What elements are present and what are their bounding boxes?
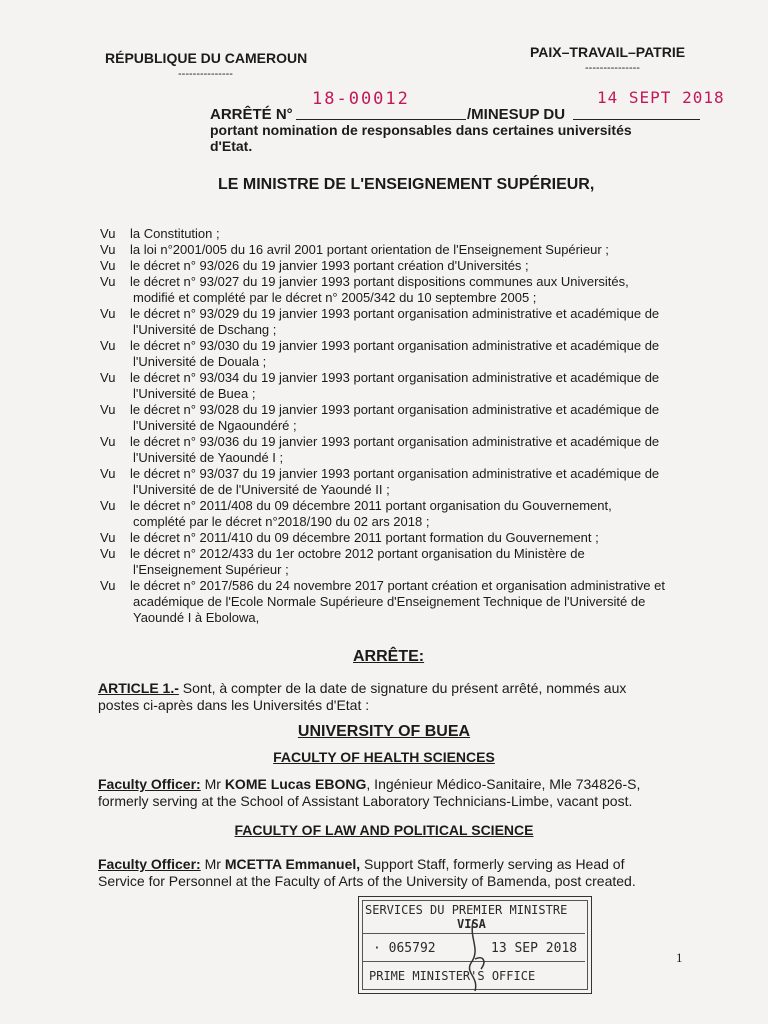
consideration-text: le décret n° 2017/586 du 24 novembre 2017 portant création et organisation administrative et <box>130 578 665 593</box>
consideration-continuation: complété par le décret n°2018/190 du 02 ars 2018 ; <box>133 514 430 529</box>
consideration-item <box>100 498 612 514</box>
faculty-title: FACULTY OF LAW AND POLITICAL SCIENCE <box>234 822 534 838</box>
header-dashes-right: --------------- <box>585 62 640 74</box>
vu-label: Vu <box>100 274 116 289</box>
appointee-name: MCETTA Emmanuel, <box>224 856 361 872</box>
consideration-item <box>100 434 659 450</box>
vu-label: Vu <box>100 434 116 449</box>
consideration-item <box>100 226 220 242</box>
role-label: Faculty Officer: <box>98 776 201 792</box>
arrete-date-stamp: 14 SEPT 2018 <box>597 88 725 107</box>
university-title: UNIVERSITY OF BUEA <box>297 723 471 740</box>
consideration-item <box>100 578 665 594</box>
arrete-number-stamp: 18-00012 <box>312 89 410 109</box>
vu-label: Vu <box>100 306 116 321</box>
arrete-middle: /MINESUP DU <box>467 106 566 123</box>
appointment-entry <box>98 776 688 810</box>
consideration-text: le décret n° 93/027 du 19 janvier 1993 portant dispositions communes aux Universités, <box>130 274 629 289</box>
consideration-continuation: modifié et complété par le décret n° 2005/342 du 10 septembre 2005 ; <box>133 290 537 305</box>
arrete-prefix: ARRÊTÉ N° <box>210 106 293 123</box>
visa-stamp-date: 13 SEP 2018 <box>491 941 578 956</box>
appointment-detail-line2: formerly serving at the School of Assistant Laboratory Technicians-Limbe, vacant post. <box>98 793 633 809</box>
visa-stamp-visa: VISA <box>457 917 486 931</box>
consideration-text: le décret n° 93/030 du 19 janvier 1993 portant organisation administrative et académique de <box>130 338 660 353</box>
consideration-item <box>100 546 585 562</box>
consideration-continuation: l'Université de Yaoundé I ; <box>133 450 284 465</box>
vu-label: Vu <box>100 466 116 481</box>
appointment-detail-line2: Service for Personnel at the Faculty of Arts of the University of Bamenda, post created. <box>98 873 636 889</box>
consideration-continuation: l'Université de Douala ; <box>133 354 267 369</box>
consideration-continuation: l'Université de Ngaoundéré ; <box>133 418 297 433</box>
consideration-item <box>100 370 659 386</box>
consideration-item <box>100 402 659 418</box>
name-prefix: Mr <box>200 856 225 872</box>
visa-stamp-line1: SERVICES DU PREMIER MINISTRE <box>365 903 568 917</box>
consideration-text: la loi n°2001/005 du 16 avril 2001 portant orientation de l'Enseignement Supérieur ; <box>130 242 609 257</box>
faculty-title: FACULTY OF HEALTH SCIENCES <box>273 749 495 765</box>
consideration-item <box>100 466 659 482</box>
vu-label: Vu <box>100 578 116 593</box>
vu-label: Vu <box>100 226 116 241</box>
visa-stamp-number: · 065792 <box>373 941 436 956</box>
consideration-continuation: l'Université de Buea ; <box>133 386 256 401</box>
visa-stamp-line4: PRIME MINISTER'S OFFICE <box>369 969 536 983</box>
consideration-item <box>100 258 529 274</box>
arrete-subject-line2: d'Etat. <box>210 138 253 154</box>
consideration-text: la Constitution ; <box>130 226 220 241</box>
consideration-text: le décret n° 93/026 du 19 janvier 1993 portant création d'Universités ; <box>130 258 529 273</box>
consideration-item <box>100 306 659 322</box>
consideration-continuation: l'Université de de l'Université de Yaoundé II ; <box>133 482 390 497</box>
vu-label: Vu <box>100 338 116 353</box>
visa-stamp <box>358 896 592 994</box>
role-label: Faculty Officer: <box>98 856 201 872</box>
article-1-label: ARTICLE 1.- <box>98 680 179 696</box>
header-dashes-left: --------------- <box>178 68 233 80</box>
consideration-text: le décret n° 93/029 du 19 janvier 1993 portant organisation administrative et académique de <box>130 306 660 321</box>
vu-label: Vu <box>100 498 116 513</box>
vu-label: Vu <box>100 530 116 545</box>
arrete-heading: ARRÊTE: <box>353 648 425 665</box>
article-1 <box>98 680 688 714</box>
arrete-number-underline <box>296 119 466 120</box>
article-1-line2: postes ci-après dans les Universités d'Etat : <box>98 697 370 713</box>
consideration-continuation: l'Enseignement Supérieur ; <box>133 562 289 577</box>
motto-title: PAIX–TRAVAIL–PATRIE <box>530 44 686 60</box>
appointee-name: KOME Lucas EBONG <box>224 776 367 792</box>
vu-label: Vu <box>100 546 116 561</box>
appointment-detail: , Ingénieur Médico-Sanitaire, Mle 734826-S, <box>366 776 641 792</box>
consideration-continuation: académique de l'Ecole Normale Supérieure d'Enseignement Technique de l'Université de <box>133 594 646 609</box>
minister-title: LE MINISTRE DE L'ENSEIGNEMENT SUPÉRIEUR, <box>218 176 595 193</box>
consideration-item <box>100 338 659 354</box>
consideration-item <box>100 274 629 290</box>
consideration-item <box>100 530 599 546</box>
signature-mark <box>459 919 499 993</box>
article-1-line1: Sont, à compter de la date de signature du présent arrêté, nommés aux <box>178 680 627 696</box>
consideration-item <box>100 242 609 258</box>
consideration-text: le décret n° 93/036 du 19 janvier 1993 portant organisation administrative et académique de <box>130 434 660 449</box>
vu-label: Vu <box>100 258 116 273</box>
arrete-subject-line1: portant nomination de responsables dans certaines universités <box>210 122 632 138</box>
consideration-text: le décret n° 2011/410 du 09 décembre 2011 portant formation du Gouvernement ; <box>130 530 599 545</box>
appointment-detail: Support Staff, formerly serving as Head of <box>360 856 625 872</box>
country-title: RÉPUBLIQUE DU CAMEROUN <box>105 50 308 66</box>
consideration-continuation: l'Université de Dschang ; <box>133 322 277 337</box>
consideration-text: le décret n° 2011/408 du 09 décembre 2011 portant organisation du Gouvernement, <box>130 498 612 513</box>
vu-label: Vu <box>100 402 116 417</box>
vu-label: Vu <box>100 370 116 385</box>
consideration-continuation: Yaoundé I à Ebolowa, <box>133 610 260 625</box>
consideration-text: le décret n° 93/037 du 19 janvier 1993 portant organisation administrative et académique de <box>130 466 660 481</box>
appointment-entry <box>98 856 688 890</box>
vu-label: Vu <box>100 242 116 257</box>
consideration-text: le décret n° 93/034 du 19 janvier 1993 portant organisation administrative et académique de <box>130 370 660 385</box>
consideration-text: le décret n° 2012/433 du 1er octobre 2012 portant organisation du Ministère de <box>130 546 585 561</box>
arrete-date-underline <box>573 119 700 120</box>
consideration-text: le décret n° 93/028 du 19 janvier 1993 portant organisation administrative et académique de <box>130 402 660 417</box>
name-prefix: Mr <box>200 776 225 792</box>
page-number: 1 <box>676 950 683 965</box>
